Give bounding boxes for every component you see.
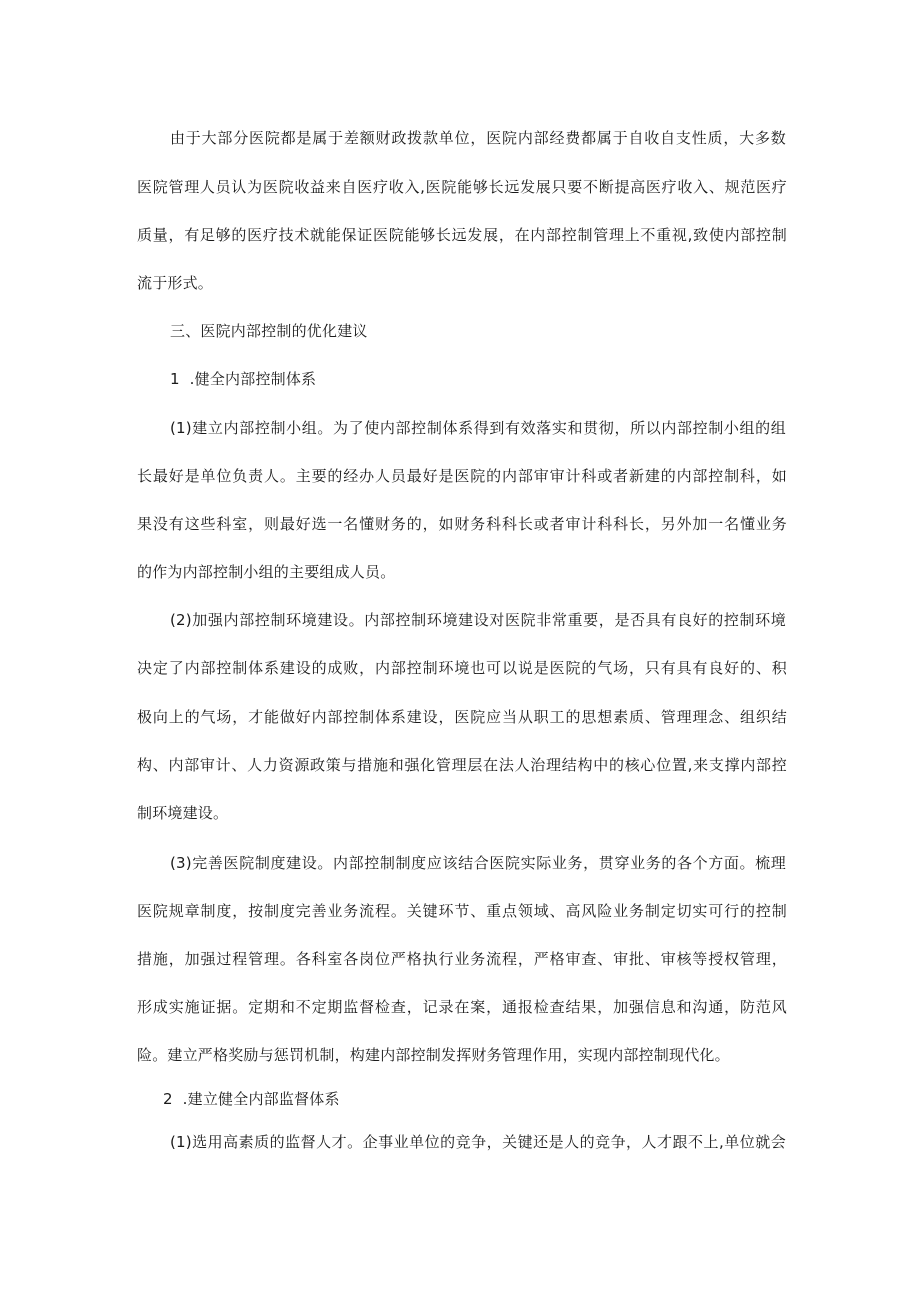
paragraph-line: 流于形式。 xyxy=(137,274,214,292)
paragraph-line: 果没有这些科室，则最好选一名懂财务的，如财务科科长或者审计科科长，另外加一名懂业务 xyxy=(137,515,787,533)
paragraph-line: (3)完善医院制度建设。内部控制制度应该结合医院实际业务，贯穿业务的各个方面。梳理 xyxy=(170,854,786,872)
paragraph-line: 措施，加强过程管理。各科室各岗位严格执行业务流程，严格审查、审批、审核等授权管理， xyxy=(137,950,787,968)
paragraph-line: 决定了内部控制体系建设的成败，内部控制环境也可以说是医院的气场，只有具有良好的、积 xyxy=(137,659,787,677)
paragraph-line: 制环境建设。 xyxy=(137,804,229,822)
section-heading: 三、医院内部控制的优化建议 xyxy=(170,322,368,340)
paragraph-line: 医院规章制度，按制度完善业务流程。关键环节、重点领域、高风险业务制定切实可行的控制 xyxy=(137,902,787,920)
paragraph-line: 极向上的气场，才能做好内部控制体系建设，医院应当从职工的思想素质、管理理念、组织结 xyxy=(137,708,787,726)
paragraph-line: (1)建立内部控制小组。为了使内部控制体系得到有效落实和贯彻，所以内部控制小组的组 xyxy=(170,419,786,437)
subsection-heading: 1 .健全内部控制体系 xyxy=(170,370,317,388)
paragraph-line: 形成实施证据。定期和不定期监督检查，记录在案，通报检查结果，加强信息和沟通，防范风 xyxy=(137,998,787,1016)
paragraph-line: 的作为内部控制小组的主要组成人员。 xyxy=(137,563,396,581)
paragraph-line: (1)选用高素质的监督人才。企事业单位的竞争，关键还是人的竞争，人才跟不上,单位就会 xyxy=(170,1133,786,1151)
subsection-heading: 2 .建立健全内部监督体系 xyxy=(163,1090,340,1108)
paragraph-line: 构、内部审计、人力资源政策与措施和强化管理层在法人治理结构中的核心位置,来支撑内部控 xyxy=(137,756,787,774)
paragraph-line: 长最好是单位负责人。主要的经办人员最好是医院的内部审审计科或者新建的内部控制科，如 xyxy=(137,467,787,485)
paragraph-line: 医院管理人员认为医院收益来自医疗收入,医院能够长远发展只要不断提高医疗收入、规范医疗 xyxy=(137,178,787,196)
paragraph-line: 险。建立严格奖励与惩罚机制，构建内部控制发挥财务管理作用，实现内部控制现代化。 xyxy=(137,1046,730,1064)
paragraph-line: 质量，有足够的医疗技术就能保证医院能够长远发展，在内部控制管理上不重视,致使内部控制 xyxy=(137,226,787,244)
paragraph-line: (2)加强内部控制环境建设。内部控制环境建设对医院非常重要，是否具有良好的控制环境 xyxy=(170,611,786,629)
paragraph-line: 由于大部分医院都是属于差额财政拨款单位，医院内部经费都属于自收自支性质，大多数 xyxy=(170,129,786,147)
